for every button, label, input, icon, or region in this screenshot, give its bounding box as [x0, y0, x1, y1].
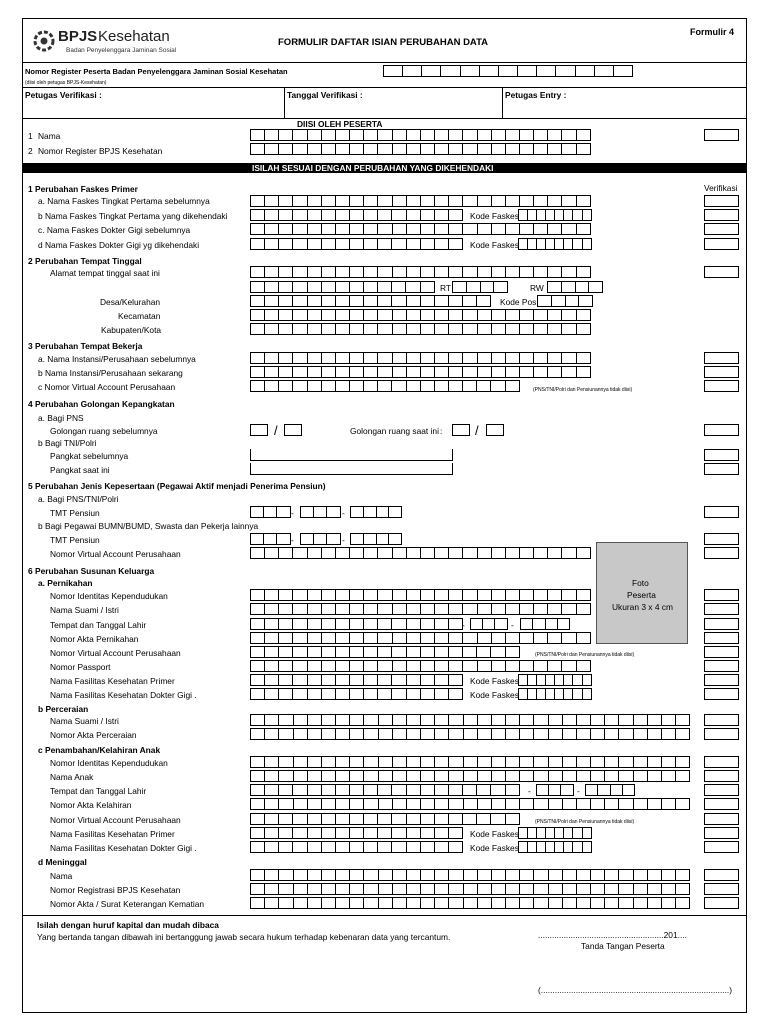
verification-checkbox[interactable] [704, 603, 739, 615]
s2-kabupaten-label: Kabupaten/Kota [101, 325, 162, 335]
s2-alamat-label: Alamat tempat tinggal saat ini [50, 268, 160, 278]
petugas-entry-label: Petugas Entry : [505, 90, 567, 100]
nama-suami-field[interactable] [250, 603, 591, 615]
kode-faskes-field[interactable] [518, 674, 592, 686]
s1-b-label: b Nama Faskes Tingkat Pertama yang dikehendaki [38, 211, 228, 221]
tanggal-verifikasi-label: Tanggal Verifikasi : [287, 90, 363, 100]
tanggal-lahir-field[interactable] [536, 784, 574, 796]
verification-checkbox[interactable] [704, 688, 739, 700]
divider [284, 87, 285, 118]
text-entry-field[interactable] [250, 449, 453, 461]
verification-checkbox[interactable] [704, 660, 739, 672]
kode-faskes-field[interactable] [518, 688, 592, 700]
verification-checkbox[interactable] [704, 223, 739, 235]
verification-checkbox[interactable] [704, 827, 739, 839]
verification-checkbox[interactable] [704, 728, 739, 740]
tanggal-lahir-field[interactable] [470, 618, 508, 630]
section-banner-text: ISILAH SESUAI DENGAN PERUBAHAN YANG DIKEHENDAKI [252, 163, 494, 173]
verification-checkbox[interactable] [704, 618, 739, 630]
kabupaten-field[interactable] [250, 323, 591, 335]
tmt-month-field[interactable] [300, 506, 341, 518]
verification-checkbox[interactable] [704, 209, 739, 221]
s6-fkp-label: Nama Fasilitas Kesehatan Primer [50, 829, 175, 839]
s6-fkp-label: Nama Fasilitas Kesehatan Primer [50, 676, 175, 686]
verification-checkbox[interactable] [704, 674, 739, 686]
s6-nama-label: Nama [50, 871, 73, 881]
verification-checkbox[interactable] [704, 352, 739, 364]
s6-fkg-label: Nama Fasilitas Kesehatan Dokter Gigi . [50, 690, 197, 700]
akta-nikah-field[interactable] [250, 632, 591, 644]
kode-faskes-field[interactable] [518, 841, 592, 853]
golongan-field[interactable] [486, 424, 504, 436]
s4-b-label: b Bagi TNI/Polri [38, 438, 97, 448]
s6-c-label: c Penambahan/Kelahiran Anak [38, 745, 161, 755]
s2-desa-label: Desa/Kelurahan [100, 297, 161, 307]
nik-field[interactable] [250, 756, 690, 768]
tmt-year-field[interactable] [350, 533, 402, 545]
faskes-name-field[interactable] [250, 827, 463, 839]
verification-checkbox[interactable] [704, 798, 739, 810]
verification-checkbox[interactable] [704, 841, 739, 853]
date-dash: - [577, 786, 580, 796]
s6-ttl-label: Tempat dan Tanggal Lahir [50, 786, 147, 796]
nik-field[interactable] [250, 589, 591, 601]
tmt-month-field[interactable] [300, 533, 341, 545]
akta-lahir-field[interactable] [250, 798, 690, 810]
golongan-field[interactable] [250, 424, 268, 436]
divider [22, 118, 747, 119]
s2-title: 2 Perubahan Tempat Tinggal [28, 256, 142, 266]
date-dash: - [342, 535, 345, 545]
s6-anak-label: Nama Anak [50, 772, 94, 782]
divider [22, 915, 747, 916]
register-label: Nomor Register Peserta Badan Penyelenggara Jaminan Sosial Kesehatan [25, 67, 288, 76]
s4-title: 4 Perubahan Golongan Kepangkatan [28, 399, 175, 409]
s2-kecamatan-label: Kecamatan [118, 311, 161, 321]
verification-checkbox[interactable] [704, 380, 739, 392]
rt-field[interactable] [452, 281, 508, 293]
s5-tmt-label: TMT Pensiun [50, 508, 100, 518]
tahun-lahir-field[interactable] [520, 618, 570, 630]
slash: / [274, 423, 278, 438]
virtual-account-field[interactable] [250, 380, 520, 392]
form-number: Formulir 4 [690, 27, 735, 37]
peserta-heading: DIISI OLEH PESERTA [297, 119, 383, 129]
kode-faskes-label: Kode Faskes [470, 829, 519, 839]
photo-label-2: Peserta [627, 590, 656, 600]
kode-faskes-label: Kode Faskes [470, 843, 519, 853]
faskes-name-field[interactable] [250, 688, 463, 700]
verification-checkbox[interactable] [704, 784, 739, 796]
verification-checkbox[interactable] [704, 424, 739, 436]
s6-reg-label: Nomor Registrasi BPJS Kesehatan [50, 885, 181, 895]
instansi-field[interactable] [250, 366, 591, 378]
s6-suami-label: Nama Suami / Istri [50, 716, 119, 726]
s1-title: 1 Perubahan Faskes Primer [28, 184, 138, 194]
rw-field[interactable] [547, 281, 603, 293]
s4-pangkat-sebelum-label: Pangkat sebelumnya [50, 451, 129, 461]
golongan-field[interactable] [452, 424, 470, 436]
verification-checkbox[interactable] [704, 129, 739, 141]
s5-b-label: b Bagi Pegawai BUMN/BUMD, Swasta dan Pekerja lainnya [38, 521, 259, 531]
tmt-day-field[interactable] [250, 506, 291, 518]
s1-c-label: c. Nama Faskes Dokter Gigi sebelumnya [38, 225, 191, 235]
kode-pos-field[interactable] [537, 295, 593, 307]
row-number: 2 [28, 146, 33, 156]
rt-label: RT [440, 283, 452, 293]
s3-note: (PNS/TNI/Polri dan Pensiunannya tidak diisi) [533, 387, 633, 393]
verification-checkbox[interactable] [704, 547, 739, 559]
row-number: 1 [28, 131, 33, 141]
page-title: FORMULIR DAFTAR ISIAN PERUBAHAN DATA [278, 37, 489, 48]
photo-label-3: Ukuran 3 x 4 cm [612, 602, 673, 612]
s5-title: 5 Perubahan Jenis Kepesertaan (Pegawai Aktif menjadi Penerima Pensiun) [28, 481, 326, 491]
verification-checkbox[interactable] [704, 449, 739, 461]
s3-b-label: b Nama Instansi/Perusahaan sekarang [38, 368, 183, 378]
verification-checkbox[interactable] [704, 195, 739, 207]
s6-note: (PNS/TNI/Polri dan Pensiunannya tidak diisi) [535, 652, 635, 658]
s6-va-label: Nomor Virtual Account Perusahaan [50, 815, 181, 825]
kode-faskes-label: Kode Faskes [470, 676, 519, 686]
register-note: (diisi oleh petugas BPJS-Kesehatan) [25, 80, 107, 86]
verification-checkbox[interactable] [704, 756, 739, 768]
s6-passport-label: Nomor Passport [50, 662, 111, 672]
signature-name-field[interactable]: (.................................................................................) [538, 985, 733, 995]
date-dash: - [528, 786, 531, 796]
tmt-year-field[interactable] [350, 506, 402, 518]
date-dash: - [291, 535, 294, 545]
verification-checkbox[interactable] [704, 463, 739, 475]
logo-text-kesehatan: Kesehatan [98, 28, 170, 45]
virtual-account-field[interactable] [250, 646, 520, 658]
kode-faskes-field[interactable] [518, 238, 592, 250]
passport-field[interactable] [250, 660, 591, 672]
s3-c-label: c Nomor Virtual Account Perusahaan [38, 382, 176, 392]
s6-title: 6 Perubahan Susunan Keluarga [28, 566, 155, 576]
tmt-day-field[interactable] [250, 533, 291, 545]
tahun-lahir-field[interactable] [585, 784, 635, 796]
verification-checkbox[interactable] [704, 533, 739, 545]
divider [22, 87, 747, 88]
verification-checkbox[interactable] [704, 897, 739, 909]
akta-kematian-field[interactable] [250, 897, 690, 909]
alamat-field[interactable] [250, 266, 591, 278]
verification-checkbox[interactable] [704, 770, 739, 782]
virtual-account-field[interactable] [250, 813, 520, 825]
s3-title: 3 Perubahan Tempat Bekerja [28, 341, 143, 351]
s5-a-label: a. Bagi PNS/TNI/Polri [38, 494, 119, 504]
s1-a-label: a. Nama Faskes Tingkat Pertama sebelumnya [38, 196, 210, 206]
verification-checkbox[interactable] [704, 813, 739, 825]
register-number-field[interactable] [383, 65, 633, 77]
nama-anak-field[interactable] [250, 770, 690, 782]
verification-checkbox[interactable] [704, 883, 739, 895]
virtual-account-field[interactable] [250, 547, 591, 559]
faskes-name-field[interactable] [250, 674, 463, 686]
kode-faskes-label: Kode Faskes [470, 240, 519, 250]
verification-checkbox[interactable] [704, 632, 739, 644]
instansi-field[interactable] [250, 352, 591, 364]
s3-a-label: a. Nama Instansi/Perusahaan sebelumnya [38, 354, 196, 364]
s6-va-label: Nomor Virtual Account Perusahaan [50, 648, 181, 658]
tempat-lahir-field[interactable] [250, 618, 463, 630]
kode-faskes-field[interactable] [518, 827, 592, 839]
peserta-nama-label: Nama [38, 131, 61, 141]
nomor-register-field[interactable] [250, 143, 591, 155]
s6-suami-label: Nama Suami / Istri [50, 605, 119, 615]
s6-nik-label: Nomor Identitas Kependudukan [50, 758, 168, 768]
verification-checkbox[interactable] [704, 589, 739, 601]
desa-field[interactable] [250, 295, 491, 307]
s6-akta-lahir-label: Nomor Akta Kelahiran [50, 800, 132, 810]
verifikasi-header: Verifikasi [704, 183, 738, 193]
divider [502, 87, 503, 118]
verification-checkbox[interactable] [704, 238, 739, 250]
s1-d-label: d Nama Faskes Dokter Gigi yg dikehendaki [38, 240, 200, 250]
verification-checkbox[interactable] [704, 714, 739, 726]
rw-label: RW [530, 283, 544, 293]
s5-tmt-label: TMT Pensiun [50, 535, 100, 545]
golongan-field[interactable] [284, 424, 302, 436]
logo-subtitle: Badan Penyelenggara Jaminan Sosial [66, 47, 177, 54]
tempat-lahir-field[interactable] [250, 784, 520, 796]
kecamatan-field[interactable] [250, 309, 591, 321]
kode-faskes-label: Kode Faskes [470, 211, 519, 221]
kodepos-label: Kode Pos [500, 297, 537, 307]
faskes-name-field[interactable] [250, 223, 591, 235]
faskes-name-field[interactable] [250, 238, 463, 250]
footer-instruction: Isilah dengan huruf kapital dan mudah dibaca [37, 920, 219, 930]
nomor-register-field[interactable] [250, 883, 690, 895]
slash: / [475, 423, 479, 438]
petugas-verifikasi-label: Petugas Verifikasi : [25, 90, 102, 100]
date-dash: - [462, 620, 465, 630]
nama-field[interactable] [250, 129, 591, 141]
verification-checkbox[interactable] [704, 266, 739, 278]
faskes-name-field[interactable] [250, 195, 591, 207]
nama-suami-field[interactable] [250, 714, 690, 726]
s6-ttl-label: Tempat dan Tanggal Lahir [50, 620, 147, 630]
kode-faskes-field[interactable] [518, 209, 592, 221]
verification-checkbox[interactable] [704, 869, 739, 881]
photo-label-1: Foto [632, 578, 649, 588]
alamat-field[interactable] [250, 281, 435, 293]
s5-va-label: Nomor Virtual Account Perusahaan [50, 549, 181, 559]
date-dash: - [511, 620, 514, 630]
akta-cerai-field[interactable] [250, 728, 690, 740]
bpjs-logo-icon [33, 30, 55, 52]
date-dash: - [342, 508, 345, 518]
nama-field[interactable] [250, 869, 690, 881]
s4-gol-kini-label: Golongan ruang saat ini [350, 426, 439, 436]
faskes-name-field[interactable] [250, 841, 463, 853]
s6-fkg-label: Nama Fasilitas Kesehatan Dokter Gigi . [50, 843, 197, 853]
verification-checkbox[interactable] [704, 366, 739, 378]
s6-b-label: b Perceraian [38, 704, 89, 714]
s6-nik-label: Nomor Identitas Kependudukan [50, 591, 168, 601]
s6-akta-mati-label: Nomor Akta / Surat Keterangan Kematian [50, 899, 205, 909]
divider [22, 62, 747, 63]
s6-note: (PNS/TNI/Polri dan Pensiunannya tidak diisi) [535, 819, 635, 825]
signature-title: Tanda Tangan Peserta [581, 941, 665, 951]
s6-akta-cerai-label: Nomor Akta Perceraian [50, 730, 137, 740]
s6-a-label: a. Pernikahan [38, 578, 93, 588]
verification-checkbox[interactable] [704, 506, 739, 518]
s4-gol-sebelum-label: Golongan ruang sebelumnya [50, 426, 158, 436]
verification-checkbox[interactable] [704, 646, 739, 658]
peserta-register-label: Nomor Register BPJS Kesehatan [38, 146, 163, 156]
footer-statement: Yang bertanda tangan dibawah ini bertanggung jawab secara hukum terhadap kebenaran data yang tercantum. [37, 932, 451, 942]
s6-d-label: d Meninggal [38, 857, 87, 867]
s6-akta-nikah-label: Nomor Akta Pernikahan [50, 634, 139, 644]
s4-pangkat-kini-label: Pangkat saat ini [50, 465, 110, 475]
s4-a-label: a. Bagi PNS [38, 413, 84, 423]
faskes-name-field[interactable] [250, 209, 463, 221]
logo-text-bpjs: BPJS [58, 28, 98, 45]
date-dash: - [291, 508, 294, 518]
s4-colon: : [440, 426, 443, 436]
text-entry-field[interactable] [250, 463, 453, 475]
kode-faskes-label: Kode Faskes [470, 690, 519, 700]
signature-date: ......................................................201.... [538, 930, 687, 940]
